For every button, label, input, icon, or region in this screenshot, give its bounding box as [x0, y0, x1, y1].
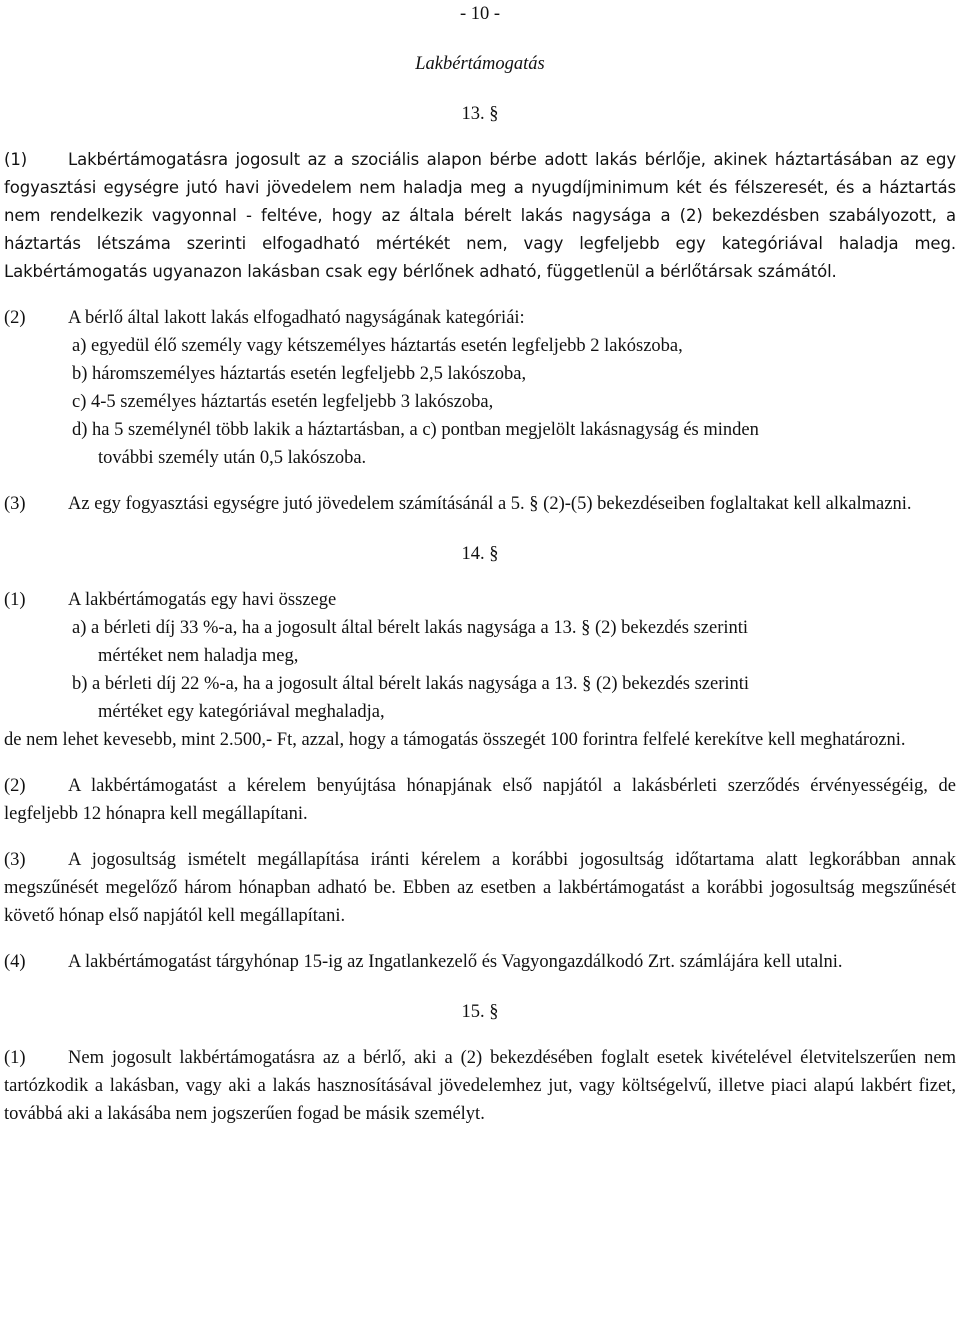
list-item-d	[4, 416, 956, 472]
list-item-b: b) háromszemélyes háztartás esetén legfeljebb 2,5 lakószoba,	[72, 364, 527, 384]
section-14-paragraph-1	[4, 586, 956, 754]
paragraph-label: (3)	[4, 850, 26, 870]
list-item-d-line-2: további személy után 0,5 lakószoba.	[98, 448, 367, 468]
list-item-a-line-1: a) a bérleti díj 33 %-a, ha a jogosult által bérelt lakás nagysága a 13. § (2) bekezdés szerinti	[72, 618, 749, 638]
paragraph-label: (1)	[4, 1048, 26, 1068]
paragraph-text: A lakbértámogatást a kérelem benyújtása hónapjának első napjától a lakásbérleti szerződés érvényességéig, de legfeljebb 12 hónapra kell megállapítani.	[4, 776, 956, 824]
list-item-b-line-1: b) a bérleti díj 22 %-a, ha a jogosult által bérelt lakás nagysága a 13. § (2) bekezdés szerinti	[72, 674, 750, 694]
paragraph-text: Az egy fogyasztási egységre jutó jövedelem számításánál a 5. § (2)-(5) bekezdéseiben foglaltakat kell alkalmazni.	[68, 494, 912, 514]
document-page	[4, 0, 956, 1128]
paragraph-label: (3)	[4, 494, 26, 514]
section-13-paragraph-1	[4, 146, 956, 286]
section-13-title: 13. §	[461, 104, 499, 124]
section-15-title: 15. §	[461, 1002, 499, 1022]
list-item-b	[4, 670, 956, 726]
paragraph-label: (2)	[4, 776, 26, 796]
section-14-paragraph-3	[4, 846, 956, 930]
list-item-d-line-1: d) ha 5 személynél több lakik a háztartásban, a c) pontban megjelölt lakásnagyság és minden	[72, 420, 759, 440]
list-item-a	[4, 614, 956, 670]
paragraph-label: (1)	[4, 150, 28, 169]
paragraph-label: (1)	[4, 590, 26, 610]
section-14-paragraph-4	[4, 948, 956, 976]
paragraph-intro: A lakbértámogatás egy havi összege	[68, 590, 337, 610]
section-14-paragraph-2	[4, 772, 956, 828]
paragraph-text: A jogosultság ismételt megállapítása iránti kérelem a korábbi jogosultság időtartama alatt legkorábban annak megszűnését megelőző három hónapban adható be. Ebben az esetben a lakbértámogatást a korábbi jogosultság megszűnését követő hónap első napjától kell megállapítani.	[4, 850, 956, 926]
section-15-paragraph-1	[4, 1044, 956, 1128]
paragraph-tail: de nem lehet kevesebb, mint 2.500,- Ft, azzal, hogy a támogatás összegét 100 forintra felfelé kerekítve kell meghatározni.	[4, 730, 906, 750]
section-13-paragraph-3	[4, 490, 956, 518]
paragraph-label: (4)	[4, 952, 26, 972]
section-13-paragraph-2	[4, 304, 956, 472]
paragraph-text-continued: Lakbértámogatás ugyanazon lakásban csak egy bérlőnek adható, függetlenül a bérlőtársak számától.	[4, 262, 837, 281]
paragraph-text: Nem jogosult lakbértámogatásra az a bérlő, aki a (2) bekezdésében foglalt esetek kivételével életvitelszerűen nem tartózkodik a lakásban, vagy aki a lakás hasznosításával jövedelemhez jut, vagy költségelvű, illetve piaci alapú lakbért fizet, továbbá aki a lakásába nem jogszerűen fogad be másik személyt.	[4, 1048, 956, 1124]
list-item-a: a) egyedül élő személy vagy kétszemélyes háztartás esetén legfeljebb 2 lakószoba,	[72, 336, 683, 356]
list-item-b-line-2: mértéket egy kategóriával meghaladja,	[98, 702, 385, 722]
document-heading: Lakbértámogatás	[415, 54, 545, 74]
paragraph-label: (2)	[4, 308, 26, 328]
list-item-c: c) 4-5 személyes háztartás esetén legfeljebb 3 lakószoba,	[72, 392, 494, 412]
page-number: - 10 -	[459, 4, 501, 24]
list-item-a-line-2: mértéket nem haladja meg,	[98, 646, 299, 666]
section-14-title: 14. §	[461, 544, 499, 564]
paragraph-text: Lakbértámogatásra jogosult az a szociális alapon bérbe adott lakás bérlője, akinek háztartásában az egy fogyasztási egységre jutó havi jövedelem nem haladja meg a nyugdíjminimum két és félszeresét, és a háztartás nem rendelkezik vagyonnal - feltéve, hogy az általa bérelt lakás nagysága a (2) bekezdésben szabályozott, a háztartás létszáma szerinti elfogadható mértékét nem, vagy legfeljebb egy kategóriával haladja meg.	[4, 150, 956, 253]
paragraph-text: A lakbértámogatást tárgyhónap 15-ig az Ingatlankezelő és Vagyongazdálkodó Zrt. számlájára kell utalni.	[68, 952, 843, 972]
paragraph-intro: A bérlő által lakott lakás elfogadható nagyságának kategóriái:	[68, 308, 525, 328]
